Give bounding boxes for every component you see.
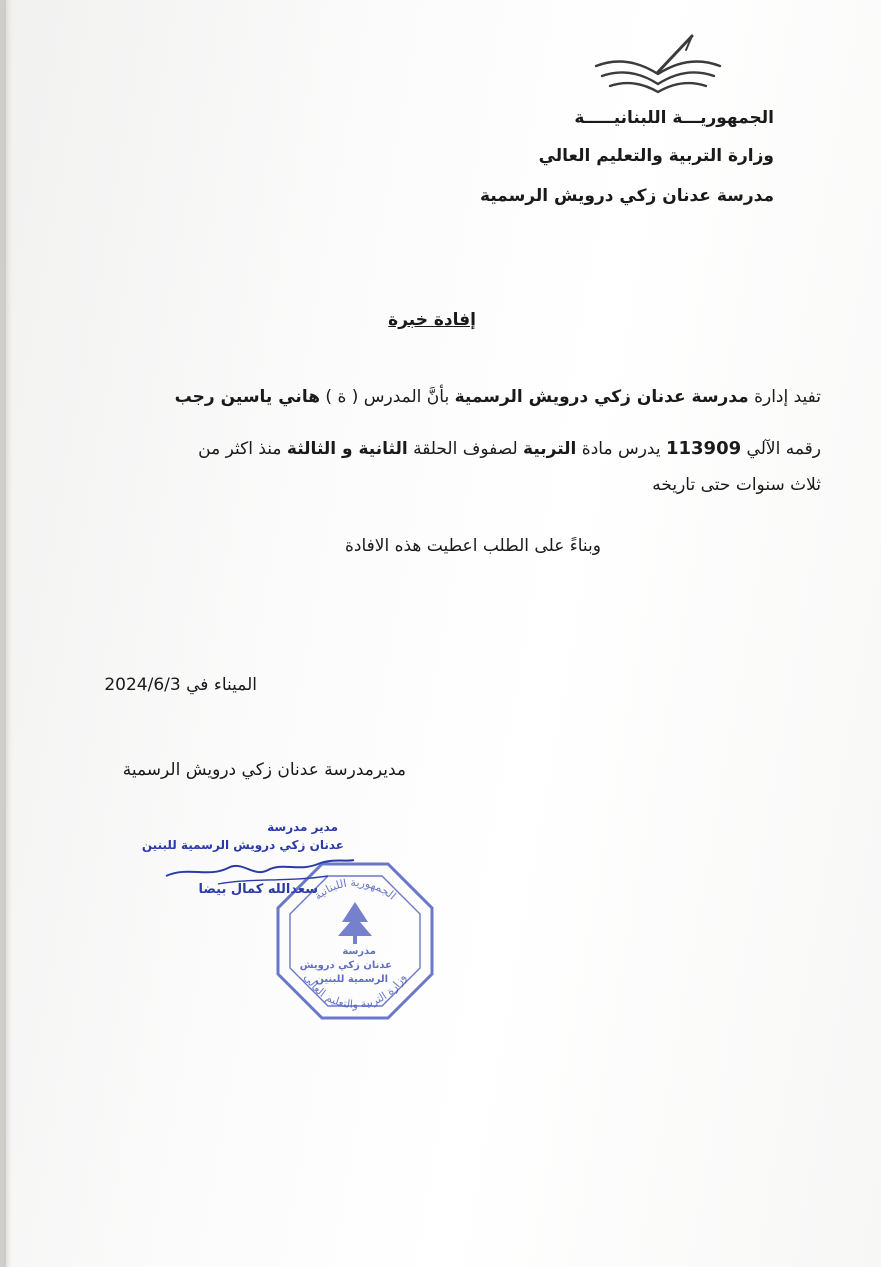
text-segment: لصفوف الحلقة [407,439,524,459]
stamp-outer-top-text: الجمهورية اللبنانية [311,875,399,903]
page-edge-shadow [0,0,12,1267]
signature-line-1: مدير مدرسة [267,820,338,834]
manager-line: مديرمدرسة عدنان زكي درويش الرسمية [122,760,406,780]
body-line-1 [175,387,821,407]
teacher-name: هاني ياسين رجب [174,387,320,407]
text-segment: رقمه الآلي [741,439,821,459]
stamp-text-ring [270,856,440,1026]
body-line-2-continued: ثلاث سنوات حتى تاريخه [652,475,821,495]
grade-levels: الثانية و الثالثة [286,439,408,459]
date-line: الميناء في 2024/6/3 [104,675,257,695]
text-segment: تفيد إدارة [748,387,821,407]
stamp-inner-line-1: مدرسة [342,946,376,957]
signature-line-3: سعدالله كمال بيضا [198,882,318,897]
header-country: الجمهوريـــة اللبنانيـــــة [574,108,774,128]
stamp-inner-line-3: الرسمية للبنين [315,974,388,985]
header-ministry: وزارة التربية والتعليم العالي [538,146,774,166]
body-line-2 [198,438,821,459]
school-name: مدرسة عدنان زكي درويش الرسمية [454,387,749,407]
signature-line-2: عدنان زكي درويش الرسمية للبنين [141,838,344,852]
document-title: إفادة خبرة [388,310,476,330]
stamp-inner-line-2: عدنان زكي درويش [299,960,392,971]
header-school: مدرسة عدنان زكي درويش الرسمية [479,186,774,206]
text-segment: يدرس مادة [576,439,666,459]
svg-text:الجمهورية اللبنانية [312,876,399,903]
stamp-outer-bottom-text: وزارة التربية والتعليم العالي [301,971,409,1012]
text-segment: بأنَّ المدرس ( ة ) [320,387,455,407]
body-line-3: وبناءً على الطلب اعطيت هذه الافادة [344,536,601,556]
text-segment: منذ اكثر من [198,439,287,459]
employee-number: 113909 [665,438,742,459]
school-stamp [270,856,440,1026]
subject-name: التربية [523,439,577,459]
ministry-logo-icon [592,32,724,94]
